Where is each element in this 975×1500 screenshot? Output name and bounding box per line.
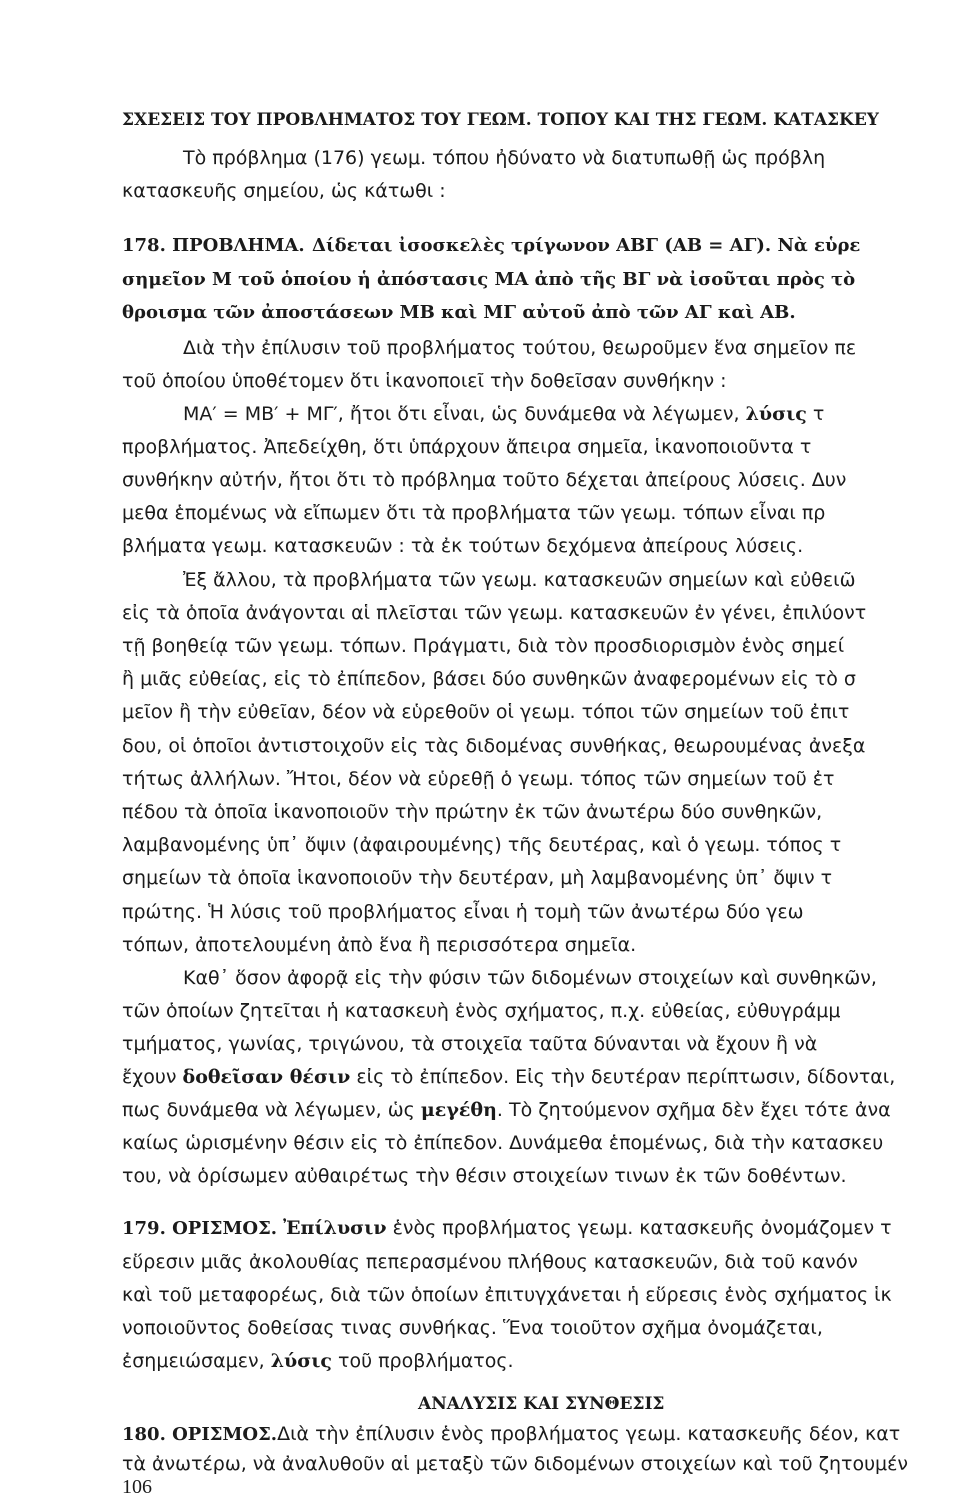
- body-line: καὶ τοῦ μεταφορέως, διὰ τῶν ὁποίων ἐπιτυγχάνεται ἡ εὕρεσις ἑνὸς σχήματος ἱκ: [122, 1284, 892, 1306]
- definition-179-label: 179. ΟΡΙΣΜΟΣ.: [122, 1218, 278, 1239]
- body-line: προβλήματος. Ἀπεδείχθη, ὅτι ὑπάρχουν ἄπειρα σημεῖα, ἱκανοποιοῦντα τ: [122, 436, 812, 458]
- body-line: τῶν ὁποίων ζητεῖται ἡ κατασκευὴ ἑνὸς σχήματος, π.χ. εὐθείας, εὐθυγράμμ: [122, 1000, 841, 1022]
- body-line: μεθα ἑπομένως νὰ εἴπωμεν ὅτι τὰ προβλήματα τῶν γεωμ. τόπων εἶναι πρ: [122, 502, 826, 524]
- body-line: [122, 1098, 891, 1122]
- definition-180-line-1: [122, 1422, 900, 1447]
- intro-line-1: Τὸ πρόβλημα (176) γεωμ. τόπου ἠδύνατο νὰ διατυπωθῇ ὡς πρόβλη: [183, 147, 826, 169]
- body-line: λαμβανομένης ὑπ᾽ ὄψιν (ἀφαιρουμένης) τῆς δευτέρας, καὶ ὁ γεωμ. τόπος τ: [122, 834, 842, 856]
- body-line: τοῦ ὁποίου ὑποθέτομεν ὅτι ἱκανοποιεῖ τὴν δοθεῖσαν συνθήκην :: [122, 370, 727, 392]
- definition-180-label: 180. ΟΡΙΣΜΟΣ.: [122, 1424, 278, 1445]
- body-line: τόπων, ἀποτελουμένη ἀπὸ ἕνα ἢ περισσότερα σημεῖα.: [122, 934, 637, 956]
- running-header: ΣΧΕΣΕΙΣ ΤΟΥ ΠΡΟΒΛΗΜΑΤΟΣ ΤΟΥ ΓΕΩΜ. ΤΟΠΟΥ ΚΑΙ ΤΗΣ ΓΕΩΜ. ΚΑΤΑΣΚΕΥ: [122, 110, 879, 130]
- body-text: εἰς τὸ ἐπίπεδον. Εἰς τὴν δευτέραν περίπτωσιν, δίδονται,: [356, 1066, 896, 1088]
- problem-178-line-2: σημεῖον Μ τοῦ ὁποίου ἡ ἀπόστασις ΜΑ ἀπὸ τῆς ΒΓ νὰ ἰσοῦται πρὸς τὸ: [122, 269, 856, 290]
- body-line: καίως ὡρισμένην θέσιν εἰς τὸ ἐπίπεδον. Δυνάμεθα ἑπομένως, διὰ τὴν κατασκευ: [122, 1132, 884, 1154]
- body-line: [122, 1349, 514, 1373]
- body-line: εἰς τὰ ὁποῖα ἀνάγονται αἱ πλεῖσται τῶν γεωμ. κατασκευῶν ἐν γένει, ἐπιλύοντ: [122, 602, 867, 624]
- body-line: [183, 402, 824, 426]
- body-line: Ἐξ ἄλλου, τὰ προβλήματα τῶν γεωμ. κατασκευῶν σημείων καὶ εὐθειῶ: [183, 569, 856, 591]
- body-text: ΜΑ′ = ΜΒ′ + ΜΓ′, ἤτοι ὅτι εἶναι, ὡς δυνάμεθα νὰ λέγωμεν,: [183, 403, 740, 425]
- problem-178-label: 178. ΠΡΟΒΛΗΜΑ.: [122, 235, 305, 256]
- body-text: ἔχουν: [122, 1066, 177, 1088]
- body-line: πρώτης. Ἡ λύσις τοῦ προβλήματος εἶναι ἡ τομὴ τῶν ἀνωτέρω δύο γεω: [122, 901, 804, 923]
- body-line: σημείων τὰ ὁποῖα ἱκανοποιοῦν τὴν δευτέραν, μὴ λαμβανομένης ὑπ᾽ ὄψιν τ: [122, 867, 833, 889]
- page-number: 106: [122, 1476, 152, 1498]
- definition-179-line-1: [122, 1216, 892, 1241]
- body-line: Καθ᾽ ὅσον ἀφορᾷ εἰς τὴν φύσιν τῶν διδομένων στοιχείων καὶ συνθηκῶν,: [183, 967, 877, 989]
- emphasis-term: δοθεῖσαν θέσιν: [182, 1066, 351, 1088]
- body-text: . Τὸ ζητούμενον σχῆμα δὲν ἔχει τότε ἀνα: [496, 1099, 891, 1121]
- body-line: τήτως ἀλλήλων. Ἤτοι, δέον νὰ εὑρεθῇ ὁ γεωμ. τόπος τῶν σημείων τοῦ ἐτ: [122, 768, 835, 790]
- body-line: εὕρεσιν μιᾶς ἀκολουθίας πεπερασμένου πλήθους κατασκευῶν, διὰ τοῦ κανόν: [122, 1251, 858, 1273]
- body-text: τ: [812, 403, 825, 425]
- problem-178-line-1: Δίδεται ἰσοσκελὲς τρίγωνον ΑΒΓ (ΑΒ = ΑΓ). Νὰ εὑρε: [312, 235, 861, 256]
- intro-line-2: κατασκευῆς σημείου, ὡς κάτωθι :: [122, 180, 446, 202]
- body-text: ἑνὸς προβλήματος γεωμ. κατασκευῆς ὀνομάζομεν τ: [392, 1217, 892, 1239]
- section-heading: ΑΝΑΛΥΣΙΣ ΚΑΙ ΣΥΝΘΕΣΙΣ: [418, 1394, 665, 1414]
- body-line: μεῖον ἢ τὴν εὐθεῖαν, δέον νὰ εὑρεθοῦν οἱ γεωμ. τόποι τῶν σημείων τοῦ ἐπιτ: [122, 701, 850, 723]
- body-line: νοποιοῦντος δοθείσας τινας συνθήκας. Ἕνα τοιοῦτον σχῆμα ὀνομάζεται,: [122, 1317, 823, 1339]
- body-text: Διὰ τὴν ἐπίλυσιν ἑνὸς προβλήματος γεωμ. κατασκευῆς δέον, κατ: [277, 1423, 901, 1445]
- body-line: δου, οἱ ὁποῖοι ἀντιστοιχοῦν εἰς τὰς διδομένας συνθήκας, θεωρουμένας ἀνεξα: [122, 735, 866, 757]
- body-line: ἢ μιᾶς εὐθείας, εἰς τὸ ἐπίπεδον, βάσει δύο συνθηκῶν ἀναφερομένων εἰς τὸ σ: [122, 668, 856, 690]
- body-text: ἐσημειώσαμεν,: [122, 1350, 265, 1372]
- body-line: τὰ ἀνωτέρω, νὰ ἀναλυθοῦν αἱ μεταξὺ τῶν διδομένων στοιχείων καὶ τοῦ ζητουμέν: [122, 1453, 909, 1475]
- body-line: τῇ βοηθείᾳ τῶν γεωμ. τόπων. Πράγματι, διὰ τὸν προσδιορισμὸν ἑνὸς σημεί: [122, 635, 845, 657]
- body-line: συνθήκην αὐτήν, ἤτοι ὅτι τὸ πρόβλημα τοῦτο δέχεται ἀπείρους λύσεις. Δυν: [122, 469, 847, 491]
- body-line: τμήματος, γωνίας, τριγώνου, τὰ στοιχεῖα ταῦτα δύνανται νὰ ἔχουν ἢ νὰ: [122, 1033, 818, 1055]
- body-text: πως δυνάμεθα νὰ λέγωμεν, ὡς: [122, 1099, 415, 1121]
- emphasis-term: λύσις: [270, 1350, 332, 1372]
- problem-178-line-3: θροισμα τῶν ἀποστάσεων ΜΒ καὶ ΜΓ αὐτοῦ ἀπὸ τῶν ΑΓ καὶ ΑΒ.: [122, 302, 796, 323]
- body-line: βλήματα γεωμ. κατασκευῶν : τὰ ἐκ τούτων δεχόμενα ἀπείρους λύσεις.: [122, 535, 804, 557]
- emphasis-term: μεγέθη: [420, 1099, 497, 1121]
- body-line: [122, 1065, 895, 1089]
- body-text: τοῦ προβλήματος.: [338, 1350, 514, 1372]
- emphasis-term: λύσις: [745, 403, 807, 425]
- body-line: του, νὰ ὁρίσωμεν αὐθαιρέτως τὴν θέσιν στοιχείων τινων ἐκ τῶν δοθέντων.: [122, 1165, 847, 1187]
- body-line: πέδου τὰ ὁποῖα ἱκανοποιοῦν τὴν πρώτην ἐκ τῶν ἀνωτέρω δύο συνθηκῶν,: [122, 801, 823, 823]
- body-line: Διὰ τὴν ἐπίλυσιν τοῦ προβλήματος τούτου, θεωροῦμεν ἕνα σημεῖον πε: [183, 337, 857, 359]
- definition-179-term: Ἐπίλυσιν: [283, 1217, 387, 1239]
